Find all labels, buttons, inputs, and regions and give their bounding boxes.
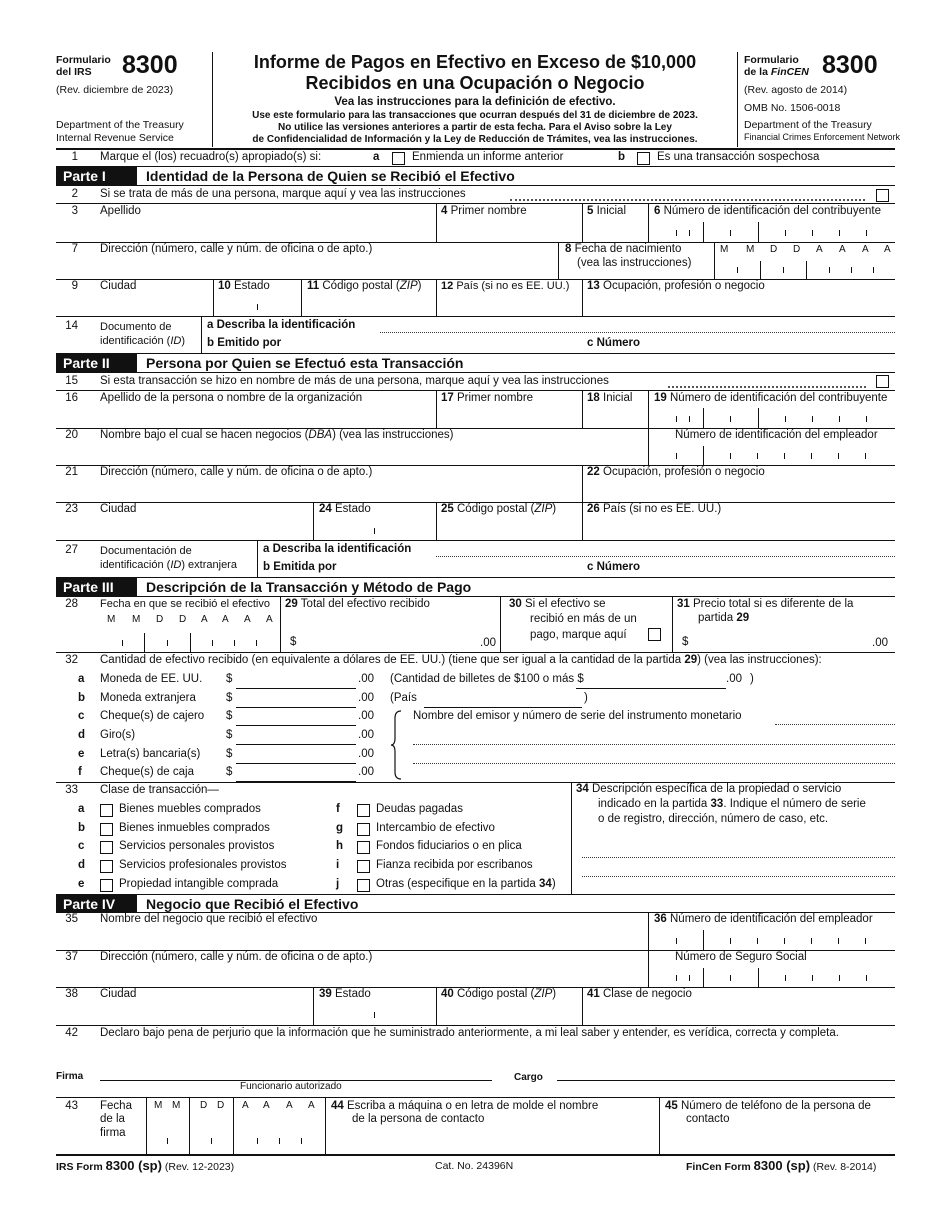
dob-label: 8 Fecha de nacimiento [565,243,682,255]
foreign-id-number-label: c Número [587,561,641,573]
foreign-id-issued-by-label: b Emitida por [263,561,337,573]
part-2-title: Persona por Quien se Efectuó esta Transacción [146,355,464,371]
employer-id-label: 36 Número de identificación del empleador [654,913,873,925]
line-number: 15 [65,375,78,387]
multiple-payments-checkbox[interactable] [648,628,661,641]
amend-report-label: Enmienda un informe anterior [412,151,564,163]
date-letter: D [217,1100,225,1111]
dollar-sign: $ [226,673,233,685]
initial-label: 5 Inicial [587,205,627,217]
part-3-title: Descripción de la Transacción y Método de Pago [146,579,472,595]
line-number: 43 [65,1100,78,1112]
travelers-check-label: Cheque(s) de caja [100,766,194,778]
date-letter: A [884,244,891,255]
date-letter: A [308,1100,315,1111]
form-note-1: Use este formulario para las transacciones que ocurran después del 31 de diciembre de 2023. [252,110,698,121]
form-title-line2: Recibidos en una Ocupación o Negocio [305,73,645,93]
date-letter: D [179,614,187,625]
foreign-currency-label: Moneda extranjera [100,692,196,704]
city-label: Ciudad [100,280,137,292]
line-number: 9 [71,280,78,292]
taxpayer-id-label: 19 Número de identificación del contribuyente [654,392,888,404]
personal-services-checkbox[interactable] [100,841,113,854]
intangible-property-checkbox[interactable] [100,879,113,892]
property-description-label-1: 34 Descripción específica de la propiedad o servicio [576,783,842,795]
org-name-label: Apellido de la persona o nombre de la organización [100,392,363,404]
zip-label: 40 Código postal (ZIP) [441,988,557,1000]
line-number: 32 [65,654,78,666]
agency-irs: del IRS [56,66,92,78]
form-label-right: Formulario [744,54,799,66]
foreign-id-label-1: Documentación de [100,545,192,557]
zip-label: 25 Código postal (ZIP) [441,503,557,515]
date-letter: A [244,614,251,625]
dollar-sign: $ [290,636,297,648]
form-subtitle: Vea las instrucciones para la definición de efectivo. [334,96,616,108]
cents: .00 [358,710,374,722]
part-4-tag: Parte IV [56,895,137,913]
fincen-form-footer: FinCen Form 8300 (sp) (Rev. 8-2014) [686,1158,877,1173]
id-issued-by-label: b Emitido por [207,337,282,349]
letter: a [78,803,85,815]
date-letter: A [201,614,208,625]
escrow-funds-label: Fondos fiduciarios o en plica [376,840,522,852]
sign-date-label-3: firma [100,1127,126,1139]
cents: .00 [358,729,374,741]
cash-date-label: Fecha en que se recibió el efectivo [100,598,270,610]
revision-left: (Rev. diciembre de 2023) [56,84,174,96]
first-name-label: 4 Primer nombre [441,205,527,217]
dollar-sign: $ [226,729,233,741]
letter: a [373,151,380,163]
irs-form-footer: IRS Form 8300 (sp) (Rev. 12-2023) [56,1158,235,1173]
property-description-label-3: o de registro, dirección, número de caso, etc. [598,813,829,825]
bills-100-field[interactable] [576,688,726,689]
line-number: 16 [65,392,78,404]
country-field[interactable] [424,707,582,708]
dollar-sign: $ [226,710,233,722]
brace-icon [390,710,404,780]
money-order-label: Giro(s) [100,729,136,741]
dollar-sign: $ [226,766,233,778]
part-2-tag: Parte II [56,354,137,372]
transaction-type-label: Clase de transacción— [100,784,219,796]
irs-service: Internal Revenue Service [56,132,174,144]
date-letter: A [242,1100,249,1111]
letter: d [78,729,86,741]
cashiers-check-label: Cheque(s) de cajero [100,710,205,722]
letter: c [78,840,85,852]
state-label: 24 Estado [319,503,371,515]
paren: ) [750,673,754,685]
contact-name-label-1: 44 Escriba a máquina o en letra de molde el nombre [331,1100,599,1112]
other-checkbox[interactable] [357,879,370,892]
form-note-2: No utilice las versiones anteriores a partir de esta fecha. Para el Aviso sobre la Ley [278,122,672,133]
foreign-id-describe-label: a Describa la identificación [263,543,412,555]
date-letter: M [746,244,755,255]
date-letter: D [200,1100,208,1111]
part-1-tag: Parte I [56,167,137,185]
authorized-official-label: Funcionario autorizado [240,1081,342,1092]
suspicious-transaction-checkbox[interactable] [637,152,650,165]
multiple-parties-checkbox[interactable] [876,375,889,388]
dollar-sign: $ [226,748,233,760]
first-name-label: 17 Primer nombre [441,392,534,404]
multiple-payments-label-3: pago, marque aquí [530,629,627,641]
dollar-sign: $ [682,636,689,648]
personal-services-label: Servicios personales provistos [119,840,275,852]
date-letter: A [862,244,869,255]
line-number: 7 [71,243,78,255]
dollar-sign: $ [226,692,233,704]
line-number: 37 [65,951,78,963]
state-label: 39 Estado [319,988,371,1000]
country-label: 26 País (si no es EE. UU.) [587,503,722,515]
title-label: Cargo [514,1072,543,1083]
part-1-title: Identidad de la Persona de Quien se Recibió el Efectivo [146,168,515,184]
issuer-label: Nombre del emisor y número de serie del instrumento monetario [413,710,742,722]
dob-note: (vea las instrucciones) [577,257,692,269]
id-number-label: c Número [587,337,641,349]
real-property-label: Bienes inmuebles comprados [119,822,270,834]
id-doc-label-1: Documento de [100,321,172,333]
us-currency-label: Moneda de EE. UU. [100,673,203,685]
part-3-tag: Parte III [56,578,137,596]
city-label: Ciudad [100,988,137,1000]
letter: j [336,878,340,890]
signature-label: Firma [56,1071,84,1082]
date-letter: M [720,244,729,255]
date-letter: A [286,1100,293,1111]
contact-name-label-2: de la persona de contacto [352,1113,485,1125]
property-description-label-2: indicado en la partida 33. Indique el número de serie [598,798,866,810]
date-letter: D [156,614,164,625]
cents: .00 [358,692,374,704]
personal-property-label: Bienes muebles comprados [119,803,261,815]
letter: b [78,822,86,834]
taxpayer-id-label: 6 Número de identificación del contribuyente [654,205,881,217]
contact-phone-label-2: contacto [686,1113,730,1125]
ssn-label: Número de Seguro Social [675,951,807,963]
letter: b [78,692,86,704]
occupation-label: 22 Ocupación, profesión o negocio [587,466,765,478]
line-number: 38 [65,988,78,1000]
business-address-label: Dirección (número, calle y núm. de oficina o de apto.) [100,951,373,963]
debts-paid-checkbox[interactable] [357,804,370,817]
address-label: Dirección (número, calle y núm. de oficina o de apto.) [100,243,373,255]
exchange-of-cash-label: Intercambio de efectivo [376,822,495,834]
dept-treasury-left: Department of the Treasury [56,119,184,131]
line-1-text: Marque el (los) recuadro(s) apropiado(s) si: [100,151,322,163]
real-property-checkbox[interactable] [100,823,113,836]
debts-paid-label: Deudas pagadas [376,803,463,815]
omb-number: OMB No. 1506-0018 [744,102,841,114]
cents: .00 [726,673,742,685]
letter: c [78,710,85,722]
form-label-left: Formulario [56,54,111,66]
sign-date-label-1: Fecha [100,1100,132,1112]
line-number: 42 [65,1027,78,1039]
exchange-of-cash-checkbox[interactable] [357,823,370,836]
letter: h [336,840,344,852]
form-number-right: 8300 [822,51,878,79]
letter: e [78,748,85,760]
line-number: 20 [65,429,78,441]
id-doc-label-2: identificación (ID) [100,335,185,347]
address-label: Dirección (número, calle y núm. de oficina o de apto.) [100,466,373,478]
bank-draft-label: Letra(s) bancaria(s) [100,748,201,760]
date-letter: A [816,244,823,255]
line-number: 2 [71,188,78,200]
escrow-funds-checkbox[interactable] [357,841,370,854]
date-letter: A [263,1100,270,1111]
bail-received-label: Fianza recibida por escribanos [376,859,533,871]
form-title-line1: Informe de Pagos en Efectivo en Exceso de $10,000 [253,52,697,72]
line-15-text: Si esta transacción se hizo en nombre de más de una persona, marque aquí y vea las instrucciones [100,375,609,387]
employer-id-label: Número de identificación del empleador [675,429,878,441]
line-number: 1 [71,151,78,163]
cents: .00 [872,637,888,649]
line-number: 35 [65,913,78,925]
foreign-id-label-2: identificación (ID) extranjera [100,559,237,571]
zip-label: 11 Código postal (ZIP) [307,280,422,292]
fincen-network: Financial Crimes Enforcement Network [744,132,901,142]
letter: e [78,878,85,890]
cash-amount-label: Cantidad de efectivo recibido (en equivalente a dólares de EE. UU.) (tiene que ser igual a la cantidad de la partida 29) (vea las instrucciones): [100,654,822,666]
bills-100-label: (Cantidad de billetes de $100 o más $ [390,673,584,685]
date-letter: M [154,1100,163,1111]
title-field[interactable] [557,1080,895,1081]
date-letter: A [222,614,229,625]
initial-label: 18 Inicial [587,392,633,404]
letter: a [78,673,85,685]
multiple-persons-checkbox[interactable] [876,189,889,202]
cents: .00 [358,673,374,685]
intangible-property-label: Propiedad intangible comprada [119,878,279,890]
letter: d [78,859,86,871]
suspicious-transaction-label: Es una transacción sospechosa [657,151,820,163]
total-cash-label: 29 Total del efectivo recibido [285,598,430,610]
contact-phone-label-1: 45 Número de teléfono de la persona de [665,1100,871,1112]
line-number: 27 [65,544,78,556]
last-name-label: Apellido [100,205,141,217]
line-number: 14 [65,320,78,332]
country-label: (País [390,692,417,704]
date-letter: M [132,614,141,625]
form-note-3: de Confidencialidad de Información y la Ley de Reducción de Trámites, vea las instrucciones. [252,134,698,145]
line-number: 28 [65,598,78,610]
sign-date-label-2: de la [100,1113,125,1125]
form-number-left: 8300 [122,51,178,79]
professional-services-checkbox[interactable] [100,860,113,873]
professional-services-label: Servicios profesionales provistos [119,859,287,871]
letter: g [336,822,344,834]
letter: b [618,151,626,163]
line-number: 21 [65,466,78,478]
line-number: 33 [65,784,78,796]
perjury-declaration: Declaro bajo pena de perjurio que la información que he suministrado anteriormente, a mi leal saber y entender, es verídica, correcta y completa. [100,1027,839,1039]
amend-report-checkbox[interactable] [392,152,405,165]
total-price-label-2: partida 29 [698,612,750,624]
date-letter: A [839,244,846,255]
occupation-label: 13 Ocupación, profesión o negocio [587,280,765,292]
date-letter: A [266,614,273,625]
city-label: Ciudad [100,503,137,515]
cents: .00 [480,637,496,649]
date-letter: D [793,244,801,255]
total-price-label-1: 31 Precio total si es diferente de la [677,598,854,610]
country-label: 12 País (si no es EE. UU.) [441,280,570,292]
date-letter: M [107,614,116,625]
multiple-payments-label-2: recibió en más de un [530,613,637,625]
letter: i [336,859,340,871]
line-number: 23 [65,503,78,515]
id-describe-label: a Describa la identificación [207,319,356,331]
letter: f [336,803,340,815]
agency-fincen: de la FinCEN [744,66,809,78]
other-label: Otras (especifique en la partida 34) [376,878,556,890]
line-number: 3 [71,205,78,217]
letter: f [78,766,82,778]
paren: ) [584,692,588,704]
catalog-number: Cat. No. 24396N [435,1160,514,1172]
dept-treasury-right: Department of the Treasury [744,119,872,131]
personal-property-checkbox[interactable] [100,804,113,817]
line-2-text: Si se trata de más de una persona, marque aquí y vea las instrucciones [100,188,466,200]
business-type-label: 41 Clase de negocio [587,988,692,1000]
cents: .00 [358,766,374,778]
cents: .00 [358,748,374,760]
multiple-payments-label-1: 30 Si el efectivo se [509,598,606,610]
dba-label: Nombre bajo el cual se hacen negocios (DBA) (vea las instrucciones) [100,429,454,441]
date-letter: M [172,1100,181,1111]
business-name-label: Nombre del negocio que recibió el efectivo [100,913,318,925]
bail-received-checkbox[interactable] [357,860,370,873]
revision-right: (Rev. agosto de 2014) [744,84,848,96]
part-4-title: Negocio que Recibió el Efectivo [146,896,359,912]
state-label: 10 Estado [218,280,270,292]
date-letter: D [770,244,778,255]
